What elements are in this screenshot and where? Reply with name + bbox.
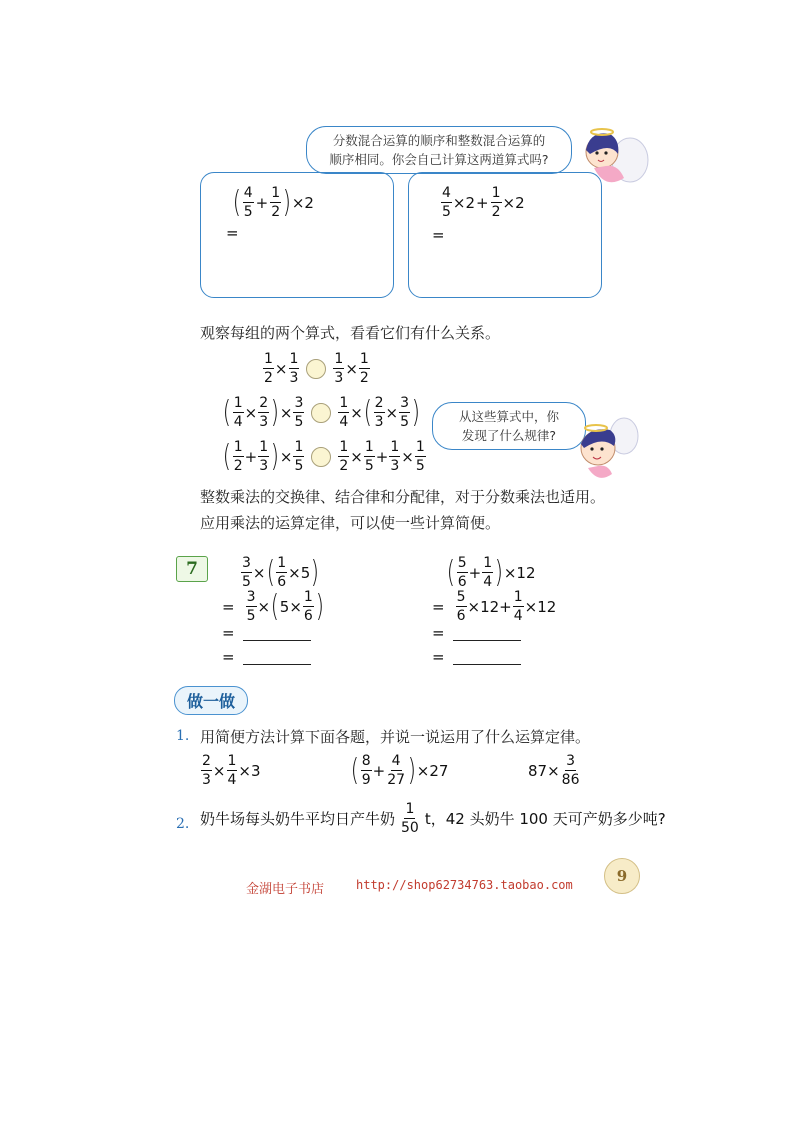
paren: ( [232, 184, 241, 220]
denominator: 3 [390, 458, 400, 474]
times: × [244, 403, 258, 422]
fraction [338, 396, 349, 429]
fraction [399, 396, 410, 429]
plus: + [255, 193, 269, 212]
equals: = [432, 597, 445, 616]
question-2-text-a: 奶牛场每头奶牛平均日产牛奶 [200, 810, 396, 828]
numerator: 1 [277, 555, 287, 571]
fraction [246, 590, 257, 623]
numerator: 1 [271, 185, 281, 201]
numerator: 1 [264, 351, 273, 367]
fraction [258, 440, 269, 473]
equals-left: = [226, 224, 239, 242]
fraction [374, 396, 385, 429]
fraction [333, 352, 344, 385]
denominator: 5 [294, 414, 304, 430]
speech-line: 顺序相同。你会自己计算这两道算式吗? [329, 152, 549, 167]
times: × [288, 563, 301, 582]
angel-boy-illustration [566, 414, 642, 490]
fraction [364, 440, 375, 473]
numerator: 1 [233, 395, 243, 411]
denominator: 2 [491, 204, 501, 220]
example-left-line-2 [222, 590, 325, 623]
denominator: 4 [227, 772, 237, 788]
law-statement-1: 整数乘法的交换律、结合律和分配律，对于分数乘法也适用。 [200, 488, 606, 506]
practice-section-badge: 做一做 [174, 686, 248, 715]
paren: ( [270, 588, 280, 624]
numerator: 1 [513, 589, 523, 605]
times: × [212, 761, 226, 780]
fraction [456, 590, 467, 623]
numerator: 4 [243, 185, 253, 201]
fraction [263, 352, 274, 385]
fraction [233, 440, 244, 473]
numerator: 1 [483, 555, 493, 571]
numerator: 1 [259, 439, 269, 455]
number: 5 [279, 597, 290, 616]
numerator: 5 [457, 555, 467, 571]
question-1-number: 1. [176, 728, 190, 744]
numerator: 4 [442, 185, 451, 201]
denominator: 5 [243, 204, 253, 220]
fraction [276, 556, 287, 589]
fraction [258, 396, 269, 429]
numerator: 2 [259, 395, 269, 411]
fraction [241, 556, 252, 589]
equals: = [222, 597, 235, 616]
example-right-line-4 [432, 648, 521, 666]
denominator: 4 [513, 608, 523, 624]
page-number-badge [604, 858, 640, 894]
denominator: 9 [361, 772, 371, 788]
plus: + [244, 447, 258, 466]
fraction [561, 754, 581, 787]
paren: ) [315, 588, 324, 624]
fraction [415, 440, 426, 473]
numerator: 3 [294, 395, 304, 411]
example-left-line-3 [222, 624, 311, 642]
fraction [227, 754, 238, 787]
fraction [482, 556, 493, 589]
equals: = [222, 624, 235, 642]
question-2-number: 2. [176, 816, 190, 832]
numerator: 1 [359, 351, 369, 367]
plus: + [476, 193, 489, 212]
denominator: 2 [271, 204, 281, 220]
numerator: 1 [233, 439, 243, 455]
times: × [401, 447, 414, 466]
numerator: 1 [364, 439, 374, 455]
expression-box-right [440, 186, 525, 219]
paren: ) [411, 394, 420, 430]
fraction [289, 352, 300, 385]
expression-box-left [232, 186, 314, 219]
numerator: 1 [390, 439, 400, 455]
denominator: 2 [264, 370, 273, 386]
fraction [233, 396, 244, 429]
speech-line: 发现了什么规律? [461, 428, 557, 443]
denominator: 2 [339, 458, 349, 474]
times: × [279, 447, 293, 466]
times: × [385, 403, 399, 422]
fraction [359, 352, 370, 385]
fraction [457, 556, 468, 589]
compare-circle-blank[interactable] [306, 359, 326, 379]
denominator: 5 [294, 458, 304, 474]
plus: + [468, 563, 482, 582]
compare-row-1 [262, 352, 371, 385]
speech-line: 分数混合运算的顺序和整数混合运算的 [332, 133, 546, 148]
observe-instruction: 观察每组的两个算式，看看它们有什么关系。 [200, 324, 501, 342]
times: × [279, 403, 293, 422]
denominator: 4 [233, 414, 243, 430]
numerator: 4 [391, 753, 401, 769]
paren: ( [446, 554, 455, 590]
numerator: 1 [303, 589, 313, 605]
denominator: 5 [415, 458, 425, 474]
speech-bubble-middle [432, 402, 586, 450]
times-twelve: ×12 [524, 597, 557, 616]
denominator: 27 [387, 772, 406, 788]
question-1-text: 用简便方法计算下面各题，并说一说运用了什么运算定律。 [200, 728, 591, 746]
footer-url[interactable]: http://shop62734763.taobao.com [356, 878, 573, 892]
equals: = [432, 624, 445, 642]
paren: ) [311, 554, 320, 590]
fraction [361, 754, 372, 787]
example-right-line-2 [432, 590, 556, 623]
fraction [400, 802, 420, 835]
times: × [274, 359, 288, 378]
question-1-expr-b [350, 754, 448, 787]
example-left-line-1 [240, 556, 320, 589]
denominator: 3 [202, 772, 211, 788]
fraction [491, 186, 502, 219]
numerator: 1 [334, 351, 344, 367]
numerator: 5 [456, 589, 466, 605]
equals: = [222, 648, 235, 666]
question-1-expr-c [528, 754, 581, 787]
number-times: 87× [528, 761, 560, 780]
denominator: 6 [277, 574, 287, 590]
paren: ) [270, 394, 280, 430]
numerator: 1 [491, 185, 501, 201]
denominator: 3 [374, 414, 384, 430]
times: × [257, 597, 271, 616]
example-left-line-4 [222, 648, 311, 666]
fraction [386, 754, 406, 787]
paren: ) [282, 184, 292, 220]
times-twelve: ×12 [467, 597, 500, 616]
speech-bubble-top [306, 126, 572, 174]
times-two: ×2 [502, 193, 525, 212]
fraction [270, 186, 281, 219]
fraction [243, 186, 254, 219]
denominator: 2 [359, 370, 369, 386]
times: × [350, 447, 363, 466]
answer-blank[interactable] [453, 626, 521, 641]
fraction [441, 186, 452, 219]
denominator: 50 [401, 820, 419, 836]
denominator: 6 [456, 608, 466, 624]
numerator: 1 [339, 395, 349, 411]
denominator: 3 [259, 414, 269, 430]
law-statement-2: 应用乘法的运算定律，可以使一些计算简便。 [200, 514, 501, 532]
answer-blank[interactable] [453, 650, 521, 665]
paren: ( [350, 752, 359, 788]
numerator: 1 [294, 439, 304, 455]
denominator: 2 [233, 458, 243, 474]
times: × [350, 403, 363, 422]
times-twenty-seven: ×27 [416, 761, 449, 780]
times: × [345, 359, 358, 378]
compare-circle-blank[interactable] [311, 403, 331, 423]
compare-row-3 [222, 440, 427, 473]
fraction [338, 440, 349, 473]
numerator: 1 [227, 753, 237, 769]
equals: = [432, 648, 445, 666]
denominator: 6 [457, 574, 467, 590]
numerator: 3 [400, 395, 409, 411]
numerator: 3 [246, 589, 256, 605]
answer-blank[interactable] [243, 650, 311, 665]
denominator: 4 [339, 414, 349, 430]
fraction [513, 590, 524, 623]
example-right-line-1 [446, 556, 536, 589]
question-2-text-b: t，42 头奶牛 100 天可产奶多少吨? [424, 810, 666, 828]
footer-store-name: 金湖电子书店 [246, 882, 325, 897]
compare-circle-blank[interactable] [311, 447, 331, 467]
plus: + [372, 761, 386, 780]
question-2-text [200, 802, 666, 835]
numerator: 1 [415, 439, 425, 455]
numerator: 3 [242, 555, 251, 571]
numerator: 1 [405, 801, 415, 817]
denominator: 5 [442, 204, 451, 220]
page-number: 9 [616, 867, 628, 885]
numerator: 2 [374, 395, 384, 411]
paren: ) [407, 752, 417, 788]
fraction [201, 754, 212, 787]
times-three: ×3 [238, 761, 261, 780]
equals-right: = [432, 226, 445, 244]
times: × [252, 563, 266, 582]
plus: + [499, 597, 512, 616]
question-1-expr-a [200, 754, 261, 787]
denominator: 3 [259, 458, 269, 474]
paren: ) [270, 438, 280, 474]
numerator: 2 [202, 753, 211, 769]
denominator: 5 [246, 608, 256, 624]
numerator: 1 [289, 351, 299, 367]
fraction [303, 590, 314, 623]
denominator: 86 [561, 772, 580, 788]
answer-blank[interactable] [243, 626, 311, 641]
paren: ) [494, 554, 504, 590]
denominator: 6 [303, 608, 313, 624]
fraction [389, 440, 400, 473]
numerator: 1 [339, 439, 349, 455]
paren: ( [222, 394, 231, 430]
numerator: 8 [361, 753, 371, 769]
times-two: ×2 [452, 193, 476, 212]
fraction [293, 396, 304, 429]
paren: ( [266, 554, 275, 590]
compare-row-2 [222, 396, 421, 429]
plus: + [375, 447, 389, 466]
denominator: 4 [483, 574, 493, 590]
fraction [293, 440, 304, 473]
example-right-line-3 [432, 624, 521, 642]
denominator: 5 [400, 414, 409, 430]
times: × [289, 597, 302, 616]
number: 5 [300, 563, 311, 582]
denominator: 3 [289, 370, 299, 386]
denominator: 5 [364, 458, 374, 474]
denominator: 3 [334, 370, 344, 386]
example-number-badge: 7 [176, 556, 208, 582]
times-twelve: ×12 [503, 563, 536, 582]
paren: ( [363, 394, 372, 430]
paren: ( [222, 438, 231, 474]
times-two: ×2 [291, 193, 314, 212]
denominator: 5 [242, 574, 251, 590]
numerator: 3 [566, 753, 576, 769]
speech-line: 从这些算式中，你 [458, 409, 559, 424]
